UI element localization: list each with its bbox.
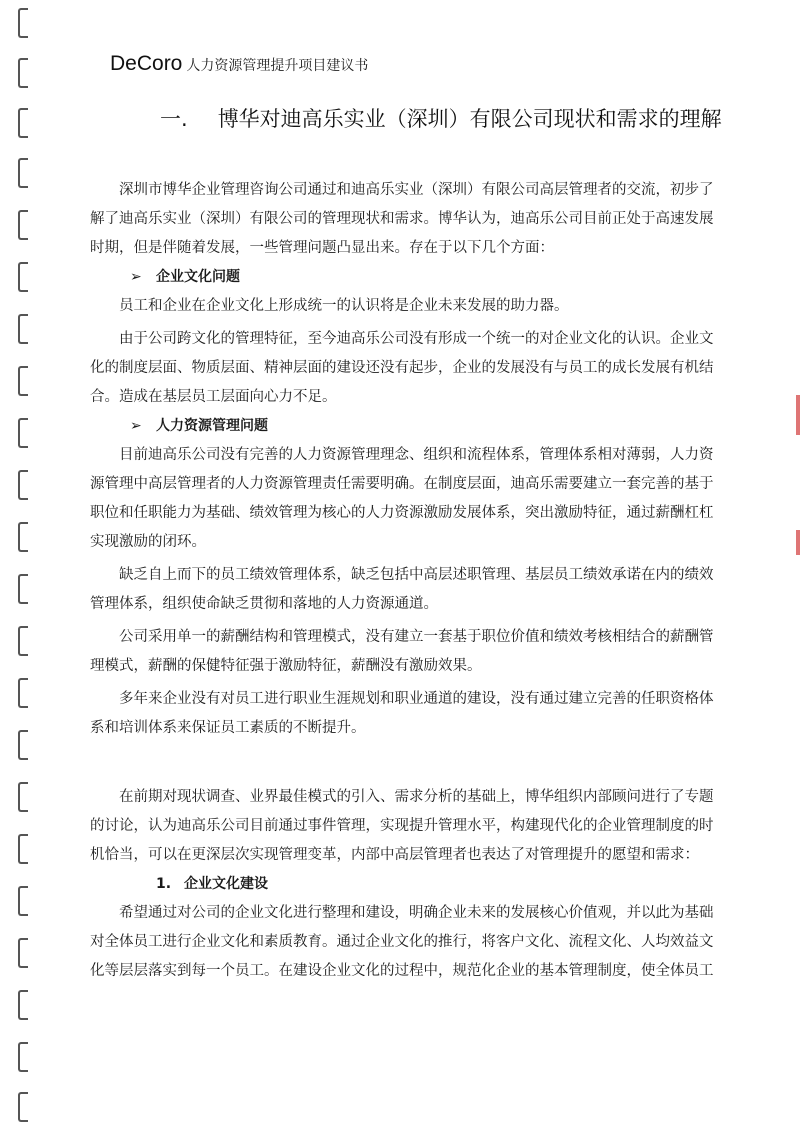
binding-ring (18, 418, 28, 448)
issue-paragraph: 员工和企业在企业文化上形成统一的认识将是企业未来发展的助力器。 (119, 298, 569, 314)
binding-ring (18, 990, 28, 1020)
issue-paragraph: 由于公司跨文化的管理特征，至今迪高乐公司没有形成一个统一的对企业文化的认识。企业文化的制度层面、物质层面、精神层面的建设还没有起步，企业的发展没有与员工的成长发展有机结合。造成在基层员工层面向心力不足。 (90, 331, 714, 405)
binding-ring (18, 834, 28, 864)
binding-ring (18, 1042, 28, 1072)
binding-ring (18, 58, 28, 88)
section-heading (160, 103, 722, 133)
binding-ring (18, 1092, 28, 1122)
document-body (90, 176, 718, 986)
binding-ring (18, 730, 28, 760)
stamp-edge-mark (796, 530, 800, 555)
intro-paragraph: 深圳市博华企业管理咨询公司通过和迪高乐实业（深圳）有限公司高层管理者的交流，初步了解了迪高乐实业（深圳）有限公司的管理现状和需求。博华认为，迪高乐公司目前正处于高速发展时期，但是伴随着发展，一些管理问题凸显出来。存在于以下几个方面： (90, 182, 714, 256)
binding-ring (18, 314, 28, 344)
issue-title: 人力资源管理问题 (156, 418, 268, 434)
arrow-bullet-icon: ➢ (130, 269, 142, 285)
demand-heading (90, 870, 718, 899)
brand-name: DeCoro (110, 52, 183, 75)
section-title: 博华对迪高乐实业（深圳）有限公司现状和需求的理解 (217, 107, 722, 131)
issue-paragraph: 缺乏自上而下的员工绩效管理体系，缺乏包括中高层述职管理、基层员工绩效承诺在内的绩效管理体系，组织使命缺乏贯彻和落地的人力资源通道。 (90, 567, 714, 612)
demand-title: 企业文化建设 (184, 876, 268, 892)
demand-paragraph: 希望通过对公司的企业文化进行整理和建设，明确企业未来的发展核心价值观，并以此为基础对全体员工进行企业文化和素质教育。通过企业文化的推行，将客户文化、流程文化、人均效益文化等层层落实到每一个员工。在建设企业文化的过程中，规范化企业的基本管理制度，使全体员工 (90, 905, 714, 979)
binding-ring (18, 938, 28, 968)
binding-ring (18, 470, 28, 500)
page-header (110, 52, 368, 76)
binding-ring (18, 782, 28, 812)
binding-ring (18, 522, 28, 552)
issue-heading (90, 263, 718, 292)
issue-paragraph: 多年来企业没有对员工进行职业生涯规划和职业通道的建设，没有通过建立完善的任职资格体系和培训体系来保证员工素质的不断提升。 (90, 691, 714, 736)
document-subtitle: 人力资源管理提升项目建议书 (186, 58, 369, 74)
issue-paragraph: 公司采用单一的薪酬结构和管理模式，没有建立一套基于职位价值和绩效考核相结合的薪酬管理模式，薪酬的保健特征强于激励特征，薪酬没有激励效果。 (90, 629, 714, 674)
section-number: 一. (160, 107, 188, 131)
stamp-edge-mark (796, 395, 800, 435)
binding-ring (18, 678, 28, 708)
binding-ring (18, 108, 28, 138)
binding-ring (18, 574, 28, 604)
binding-ring (18, 210, 28, 240)
demand-intro-paragraph: 在前期对现状调查、业界最佳模式的引入、需求分析的基础上，博华组织内部顾问进行了专题的讨论，认为迪高乐公司目前通过事件管理，实现提升管理水平，构建现代化的企业管理制度的时机恰当，可以在更深层次实现管理变革，内部中高层管理者也表达了对管理提升的愿望和需求： (90, 789, 714, 863)
issue-title: 企业文化问题 (156, 269, 240, 285)
binding-ring (18, 886, 28, 916)
issue-paragraph: 目前迪高乐公司没有完善的人力资源管理理念、组织和流程体系，管理体系相对薄弱，人力资源管理中高层管理者的人力资源管理责任需要明确。在制度层面，迪高乐需要建立一套完善的基于职位和任职能力为基础、绩效管理为核心的人力资源激励发展体系，突出激励特征，通过薪酬杠杠实现激励的闭环。 (90, 447, 714, 550)
binding-ring (18, 366, 28, 396)
binding-ring (18, 262, 28, 292)
binding-ring (18, 158, 28, 188)
arrow-bullet-icon: ➢ (130, 418, 142, 434)
demand-number: 1. (156, 876, 172, 892)
binding-ring (18, 626, 28, 656)
binding-ring (18, 8, 28, 38)
spiral-binding (18, 0, 34, 1130)
issue-heading (90, 412, 718, 441)
